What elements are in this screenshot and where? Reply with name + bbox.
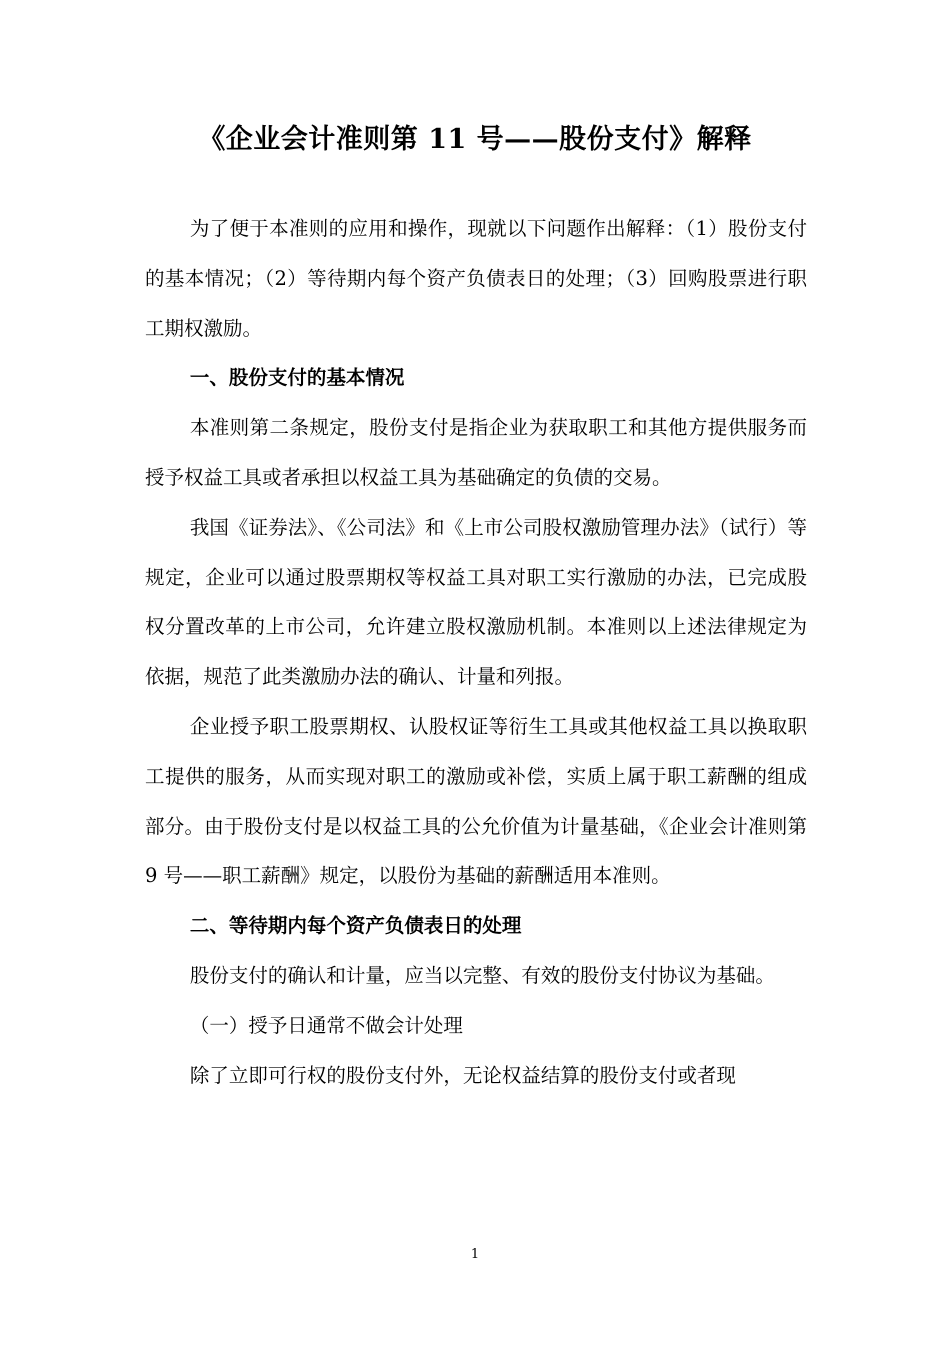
paragraph-recognition: 股份支付的确认和计量，应当以完整、有效的股份支付协议为基础。 xyxy=(189,963,775,987)
section-heading-waiting-period: 二、等待期内每个资产负债表日的处理 xyxy=(189,914,522,938)
section-heading-basic: 一、股份支付的基本情况 xyxy=(189,366,405,390)
document-title: 《企业会计准则第 11 号——股份支付》解释 xyxy=(198,124,752,155)
paragraph-intro: 为了便于本准则的应用和操作，现就以下问题作出解释：（1）股份支付的基本情况；（2）等待期内每个资产负债表日的处理；（3）回购股票进行职工期权激励。 xyxy=(145,217,807,340)
page-number: 1 xyxy=(470,1247,480,1262)
subheading-grant-date: （一）授予日通常不做会计处理 xyxy=(189,1013,463,1037)
paragraph-legal-basis: 我国《证券法》、《公司法》和《上市公司股权激励管理办法》（试行）等规定，企业可以通过股票期权等权益工具对职工实行激励的办法，已完成股权分置改革的上市公司，允许建立股权激励机制。本准则以上述法律规定为依据，规范了此类激励办法的确认、计量和列报。 xyxy=(145,515,807,689)
paragraph-compensation: 企业授予职工股票期权、认股权证等衍生工具或其他权益工具以换取职工提供的服务，从而实现对职工的激励或补偿，实质上属于职工薪酬的组成部分。由于股份支付是以权益工具的公允价值为计量基础，《企业会计准则第 9 号——职工薪酬》规定，以股份为基础的薪酬适用本准则。 xyxy=(145,714,807,888)
paragraph-exercise: 除了立即可行权的股份支付外，无论权益结算的股份支付或者现 xyxy=(189,1063,736,1087)
paragraph-definition: 本准则第二条规定，股份支付是指企业为获取职工和其他方提供服务而授予权益工具或者承担以权益工具为基础确定的负债的交易。 xyxy=(145,416,807,489)
document-body xyxy=(145,204,807,1100)
